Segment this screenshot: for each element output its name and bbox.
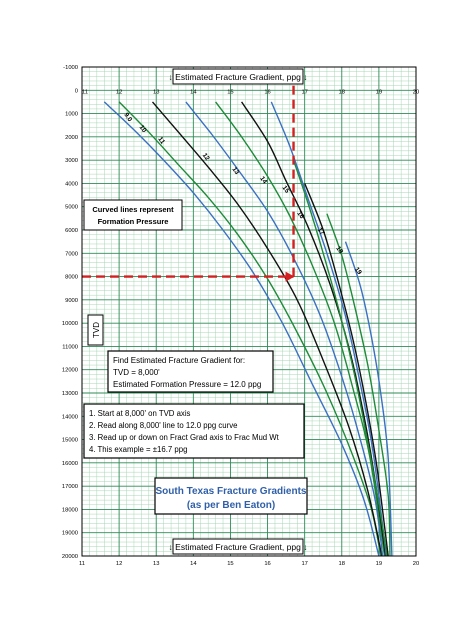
series-label-17: 17 xyxy=(315,226,326,237)
question-line-2: TVD = 8,000' xyxy=(113,368,160,377)
formation-note-line-2: Formation Pressure xyxy=(97,217,169,226)
bottom-axis-label: ↓ Estimated Fracture Gradient, ppg ↓ xyxy=(168,542,308,552)
y-tick-label: 6000 xyxy=(65,228,78,234)
y-axis-label-box xyxy=(88,315,103,345)
y-tick-label: 14000 xyxy=(61,414,78,421)
x-tick-label-top: 15 xyxy=(227,89,234,96)
top-axis-label: ↓ Estimated Fracture Gradient, ppg ↓ xyxy=(168,72,308,82)
x-tick-label-bottom: 19 xyxy=(375,561,383,567)
y-tick-label: 4000 xyxy=(65,181,78,188)
series-label-19: 19 xyxy=(352,266,363,277)
y-tick-label: 3000 xyxy=(65,158,78,165)
series-label-13: 13 xyxy=(230,165,241,176)
question-line-1: Find Estimated Fracture Gradient for: xyxy=(113,356,246,365)
series-label-12: 12 xyxy=(200,151,211,162)
y-tick-label: 8000 xyxy=(65,274,78,281)
x-tick-label-top: 18 xyxy=(338,89,346,96)
chart-title: South Texas Fracture Gradients xyxy=(155,486,307,497)
y-tick-label: 1000 xyxy=(65,111,78,118)
series-label-14: 14 xyxy=(258,175,269,186)
y-tick-label: 11000 xyxy=(62,344,78,351)
question-line-3: Estimated Formation Pressure = 12.0 ppg xyxy=(113,380,262,389)
y-tick-label: 18000 xyxy=(61,507,78,514)
step-3: 3. Read up or down on Fract Grad axis to Frac Mud Wt xyxy=(89,433,279,442)
series-label-15: 15 xyxy=(280,184,291,195)
y-tick-label: 7000 xyxy=(65,251,78,258)
step-4: 4. This example = ±16.7 ppg xyxy=(89,445,188,454)
x-tick-label-bottom: 18 xyxy=(338,561,346,567)
x-tick-label-top: 17 xyxy=(301,89,308,96)
step-1: 1. Start at 8,000' on TVD axis xyxy=(89,409,191,418)
title-box xyxy=(155,478,307,514)
x-tick-label-top: 16 xyxy=(264,89,271,96)
y-tick-label: 10000 xyxy=(61,321,78,328)
y-tick-label: 17000 xyxy=(61,484,78,491)
bottom-axis-label-box xyxy=(169,539,308,554)
y-tick-label: 19000 xyxy=(61,530,78,537)
series-label-9-0: 9.0 xyxy=(122,111,134,124)
series-label-10: 10 xyxy=(137,124,148,134)
y-tick-label: 0 xyxy=(74,88,78,95)
y-tick-label: 16000 xyxy=(61,460,78,467)
y-tick-label: 15000 xyxy=(61,437,78,444)
chart-subtitle: (as per Ben Eaton) xyxy=(186,500,276,511)
x-tick-label-top: 13 xyxy=(152,89,160,96)
y-tick-label: -1000 xyxy=(63,65,78,71)
top-axis-label-box xyxy=(169,69,308,84)
x-tick-label-bottom: 11 xyxy=(78,561,86,567)
x-tick-label-bottom: 17 xyxy=(301,561,308,567)
x-tick-label-top: 20 xyxy=(412,89,420,96)
step-2: 2. Read along 8,000' line to 12.0 ppg curve xyxy=(89,421,238,430)
series-label-16: 16 xyxy=(295,210,306,221)
example-question-box xyxy=(108,351,273,392)
y-axis-label: TVD xyxy=(92,322,101,338)
x-tick-label-top: 12 xyxy=(115,89,123,96)
y-tick-label: 20000 xyxy=(61,554,78,560)
x-tick-label-bottom: 16 xyxy=(264,561,271,567)
y-tick-label: 12000 xyxy=(61,367,78,374)
y-tick-label: 9000 xyxy=(65,297,78,304)
x-tick-label-top: 11 xyxy=(81,89,89,96)
x-tick-label-top: 14 xyxy=(190,89,197,96)
y-tick-label: 2000 xyxy=(65,134,78,141)
x-tick-label-bottom: 13 xyxy=(152,561,160,567)
y-tick-label: 5000 xyxy=(65,204,78,211)
x-tick-label-bottom: 15 xyxy=(227,561,234,567)
formation-pressure-note xyxy=(84,200,182,230)
series-label-18: 18 xyxy=(334,245,345,256)
x-tick-label-bottom: 14 xyxy=(190,561,197,567)
example-steps-box xyxy=(84,404,304,458)
formation-note-line-1: Curved lines represent xyxy=(92,205,174,214)
series-label-11: 11 xyxy=(156,135,167,146)
x-tick-label-top: 19 xyxy=(375,89,383,96)
x-tick-label-bottom: 12 xyxy=(115,561,123,567)
y-tick-label: 13000 xyxy=(61,391,78,397)
x-tick-label-bottom: 20 xyxy=(412,561,420,567)
